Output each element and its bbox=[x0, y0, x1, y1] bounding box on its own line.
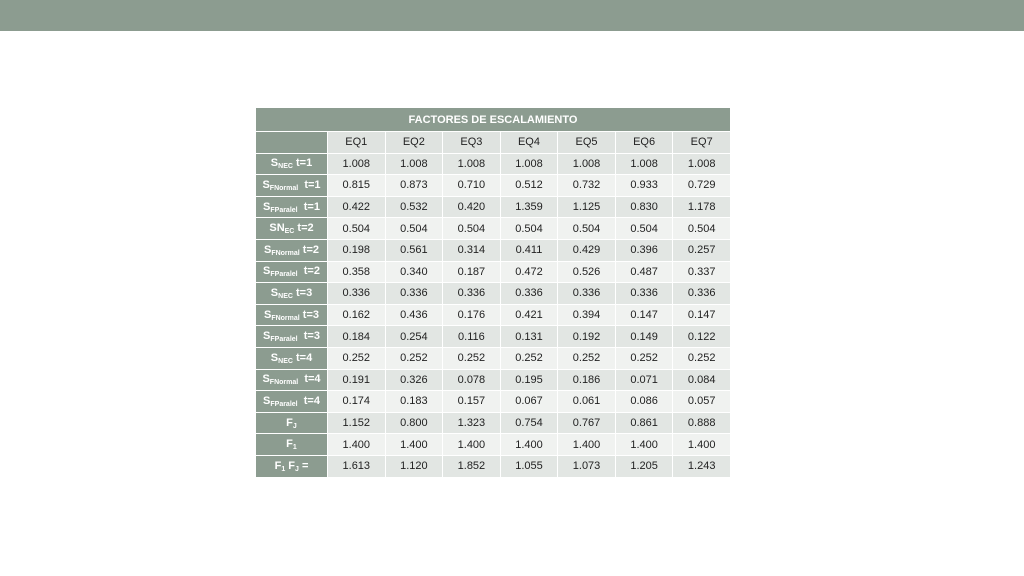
table-cell: 0.252 bbox=[673, 347, 731, 369]
table-cell: 0.147 bbox=[615, 304, 673, 326]
row-label-pre: S bbox=[262, 373, 270, 386]
row-label-pre: S bbox=[263, 308, 272, 321]
table-cell: 0.710 bbox=[443, 175, 501, 197]
row-label-pre: F bbox=[286, 438, 293, 451]
table-cell: 1.008 bbox=[615, 153, 673, 175]
table-cell: 0.131 bbox=[500, 326, 558, 348]
table-cell: 0.254 bbox=[385, 326, 443, 348]
row-label-post: t=2 bbox=[299, 243, 319, 256]
table-cell: 0.252 bbox=[443, 347, 501, 369]
row-label bbox=[256, 326, 328, 348]
table-cell: 0.061 bbox=[558, 391, 616, 413]
table-cell: 0.252 bbox=[500, 347, 558, 369]
table-cell: 0.754 bbox=[500, 412, 558, 434]
table-cell: 1.073 bbox=[558, 455, 616, 477]
table-cell: 0.873 bbox=[385, 175, 443, 197]
table-cell: 0.767 bbox=[558, 412, 616, 434]
row-label-sub: EC bbox=[284, 228, 295, 236]
table-cell: 0.732 bbox=[558, 175, 616, 197]
row-label bbox=[256, 304, 328, 326]
row-label-pre: S bbox=[270, 286, 279, 299]
row-label-post: F bbox=[285, 459, 296, 472]
table-cell: 0.830 bbox=[615, 196, 673, 218]
table-cell: 1.008 bbox=[673, 153, 731, 175]
table-cell: 1.178 bbox=[673, 196, 731, 218]
table-cell: 1.125 bbox=[558, 196, 616, 218]
table-cell: 0.336 bbox=[615, 283, 673, 305]
row-label-post: t=1 bbox=[297, 200, 320, 213]
row-label-sub: NEC bbox=[278, 163, 293, 171]
row-label-pre: F bbox=[274, 459, 282, 472]
row-label-post: t=2 bbox=[294, 222, 314, 235]
table-cell: 0.198 bbox=[328, 239, 386, 261]
table-cell: 1.008 bbox=[385, 153, 443, 175]
table-cell: 1.008 bbox=[500, 153, 558, 175]
row-label-sub: 1 bbox=[292, 444, 297, 452]
table-cell: 0.174 bbox=[328, 391, 386, 413]
table-cell: 0.086 bbox=[615, 391, 673, 413]
row-label bbox=[256, 153, 328, 175]
row-label bbox=[256, 196, 328, 218]
table-cell: 0.184 bbox=[328, 326, 386, 348]
table-cell: 0.071 bbox=[615, 369, 673, 391]
table-cell: 0.336 bbox=[500, 283, 558, 305]
row-label-pre: S bbox=[263, 265, 271, 278]
table-cell: 0.420 bbox=[443, 196, 501, 218]
table-cell: 0.504 bbox=[673, 218, 731, 240]
row-label bbox=[256, 369, 328, 391]
table-cell: 0.186 bbox=[558, 369, 616, 391]
table-cell: 0.192 bbox=[558, 326, 616, 348]
column-header-row bbox=[256, 132, 731, 154]
table-cell: 0.252 bbox=[615, 347, 673, 369]
row-label-pre: S bbox=[270, 157, 279, 170]
table-row bbox=[256, 347, 731, 369]
table-cell: 0.176 bbox=[443, 304, 501, 326]
table-row bbox=[256, 412, 731, 434]
row-label-pre: S bbox=[263, 200, 271, 213]
table-cell: 0.252 bbox=[385, 347, 443, 369]
table-cell: 0.157 bbox=[443, 391, 501, 413]
table-cell: 0.252 bbox=[328, 347, 386, 369]
scaling-factors-table bbox=[255, 107, 731, 478]
table-row bbox=[256, 391, 731, 413]
corner-cell bbox=[256, 132, 328, 154]
table-cell: 0.396 bbox=[615, 239, 673, 261]
row-label-sub: 1 bbox=[281, 465, 286, 473]
row-label bbox=[256, 283, 328, 305]
table-cell: 0.187 bbox=[443, 261, 501, 283]
row-label bbox=[256, 391, 328, 413]
table-row bbox=[256, 196, 731, 218]
table-cell: 0.504 bbox=[385, 218, 443, 240]
table-cell: 0.487 bbox=[615, 261, 673, 283]
table-cell: 1.055 bbox=[500, 455, 558, 477]
table-cell: 0.512 bbox=[500, 175, 558, 197]
table-title: FACTORES DE ESCALAMIENTO bbox=[256, 108, 731, 132]
row-label-post2: = bbox=[298, 459, 309, 472]
table-cell: 0.422 bbox=[328, 196, 386, 218]
row-label-post: t=3 bbox=[292, 286, 313, 299]
table-row bbox=[256, 434, 731, 456]
table-cell: 1.323 bbox=[443, 412, 501, 434]
table-cell: 0.314 bbox=[443, 239, 501, 261]
table-cell: 1.400 bbox=[328, 434, 386, 456]
table-cell: 0.147 bbox=[673, 304, 731, 326]
table-cell: 1.400 bbox=[443, 434, 501, 456]
row-label-sub: J bbox=[292, 422, 297, 430]
row-label-post: t=2 bbox=[297, 265, 320, 278]
table-cell: 0.122 bbox=[673, 326, 731, 348]
table-cell: 0.326 bbox=[385, 369, 443, 391]
table-cell: 0.336 bbox=[385, 283, 443, 305]
table-cell: 1.400 bbox=[615, 434, 673, 456]
row-label-sub: NEC bbox=[278, 292, 293, 300]
column-header-eq7: EQ7 bbox=[673, 132, 731, 154]
table-cell: 0.336 bbox=[673, 283, 731, 305]
row-label-pre: S bbox=[270, 351, 279, 364]
table-cell: 1.613 bbox=[328, 455, 386, 477]
row-label-post: t=1 bbox=[298, 178, 321, 191]
table-row bbox=[256, 239, 731, 261]
table-cell: 0.800 bbox=[385, 412, 443, 434]
row-label-pre: S bbox=[262, 178, 270, 191]
table-row bbox=[256, 455, 731, 477]
table-row bbox=[256, 153, 731, 175]
row-label bbox=[256, 347, 328, 369]
table-cell: 0.336 bbox=[558, 283, 616, 305]
table-cell: 0.472 bbox=[500, 261, 558, 283]
column-header-eq5: EQ5 bbox=[558, 132, 616, 154]
column-header-eq3: EQ3 bbox=[443, 132, 501, 154]
table-cell: 0.411 bbox=[500, 239, 558, 261]
table-cell: 0.561 bbox=[385, 239, 443, 261]
row-label bbox=[256, 261, 328, 283]
row-label-post: t=4 bbox=[298, 373, 321, 386]
row-label-sub2: J bbox=[295, 465, 299, 473]
table-cell: 0.358 bbox=[328, 261, 386, 283]
table-row bbox=[256, 304, 731, 326]
row-label bbox=[256, 239, 328, 261]
table-cell: 1.008 bbox=[328, 153, 386, 175]
table-cell: 0.183 bbox=[385, 391, 443, 413]
table-cell: 0.067 bbox=[500, 391, 558, 413]
table-cell: 0.340 bbox=[385, 261, 443, 283]
table-cell: 0.429 bbox=[558, 239, 616, 261]
table-row bbox=[256, 326, 731, 348]
table-cell: 0.933 bbox=[615, 175, 673, 197]
table-cell: 0.336 bbox=[443, 283, 501, 305]
table-cell: 0.149 bbox=[615, 326, 673, 348]
table-cell: 0.116 bbox=[443, 326, 501, 348]
table-cell: 1.205 bbox=[615, 455, 673, 477]
table-row bbox=[256, 218, 731, 240]
row-label-sub: FNormal bbox=[271, 249, 300, 257]
row-label bbox=[256, 175, 328, 197]
table-row bbox=[256, 175, 731, 197]
table-cell: 0.191 bbox=[328, 369, 386, 391]
table-cell: 0.195 bbox=[500, 369, 558, 391]
table-body bbox=[256, 153, 731, 477]
table-row bbox=[256, 283, 731, 305]
table-cell: 0.337 bbox=[673, 261, 731, 283]
table-row bbox=[256, 261, 731, 283]
table-cell: 0.526 bbox=[558, 261, 616, 283]
column-header-eq2: EQ2 bbox=[385, 132, 443, 154]
row-label-pre: S bbox=[263, 243, 272, 256]
row-label-post: t=4 bbox=[297, 394, 320, 407]
table-cell: 1.400 bbox=[385, 434, 443, 456]
row-label-sub: FParalel bbox=[270, 271, 298, 279]
row-label-post: t=4 bbox=[292, 351, 313, 364]
table-cell: 1.008 bbox=[558, 153, 616, 175]
table-cell: 0.504 bbox=[558, 218, 616, 240]
row-label-pre: F bbox=[286, 416, 293, 429]
table-cell: 0.421 bbox=[500, 304, 558, 326]
table-cell: 0.504 bbox=[500, 218, 558, 240]
table-cell: 1.400 bbox=[500, 434, 558, 456]
table-cell: 0.057 bbox=[673, 391, 731, 413]
top-banner-bar bbox=[0, 0, 1024, 31]
table-cell: 0.504 bbox=[443, 218, 501, 240]
table-cell: 0.336 bbox=[328, 283, 386, 305]
scaling-factors-table-container bbox=[255, 107, 731, 478]
table-cell: 0.815 bbox=[328, 175, 386, 197]
row-label-post: t=3 bbox=[299, 308, 319, 321]
column-header-eq4: EQ4 bbox=[500, 132, 558, 154]
row-label-pre: SN bbox=[269, 222, 285, 235]
table-cell: 0.504 bbox=[328, 218, 386, 240]
table-cell: 0.162 bbox=[328, 304, 386, 326]
row-label-sub: FNormal bbox=[271, 314, 300, 322]
row-label bbox=[256, 434, 328, 456]
row-label-sub: FNormal bbox=[269, 184, 299, 192]
table-cell: 0.888 bbox=[673, 412, 731, 434]
column-header-eq6: EQ6 bbox=[615, 132, 673, 154]
table-cell: 0.729 bbox=[673, 175, 731, 197]
column-header-eq1: EQ1 bbox=[328, 132, 386, 154]
table-cell: 0.257 bbox=[673, 239, 731, 261]
row-label-sub: FParalel bbox=[270, 400, 298, 408]
table-cell: 0.504 bbox=[615, 218, 673, 240]
table-cell: 0.252 bbox=[558, 347, 616, 369]
table-cell: 1.152 bbox=[328, 412, 386, 434]
row-label-sub: NEC bbox=[278, 357, 293, 365]
table-cell: 1.400 bbox=[558, 434, 616, 456]
table-row bbox=[256, 369, 731, 391]
row-label-pre: S bbox=[263, 394, 271, 407]
row-label-sub: FNormal bbox=[269, 379, 299, 387]
row-label-post: t=1 bbox=[292, 157, 313, 170]
table-cell: 0.436 bbox=[385, 304, 443, 326]
row-label-sub: FParalel bbox=[270, 336, 298, 344]
row-label-post: t=3 bbox=[297, 330, 320, 343]
table-cell: 0.532 bbox=[385, 196, 443, 218]
row-label bbox=[256, 218, 328, 240]
table-cell: 1.400 bbox=[673, 434, 731, 456]
row-label bbox=[256, 412, 328, 434]
table-cell: 0.861 bbox=[615, 412, 673, 434]
row-label-pre: S bbox=[263, 330, 271, 343]
row-label bbox=[256, 455, 328, 477]
table-cell: 0.394 bbox=[558, 304, 616, 326]
table-cell: 0.078 bbox=[443, 369, 501, 391]
table-cell: 1.852 bbox=[443, 455, 501, 477]
table-cell: 1.008 bbox=[443, 153, 501, 175]
row-label-sub: FParalel bbox=[270, 206, 298, 214]
table-cell: 1.120 bbox=[385, 455, 443, 477]
table-cell: 0.084 bbox=[673, 369, 731, 391]
table-cell: 1.243 bbox=[673, 455, 731, 477]
table-cell: 1.359 bbox=[500, 196, 558, 218]
